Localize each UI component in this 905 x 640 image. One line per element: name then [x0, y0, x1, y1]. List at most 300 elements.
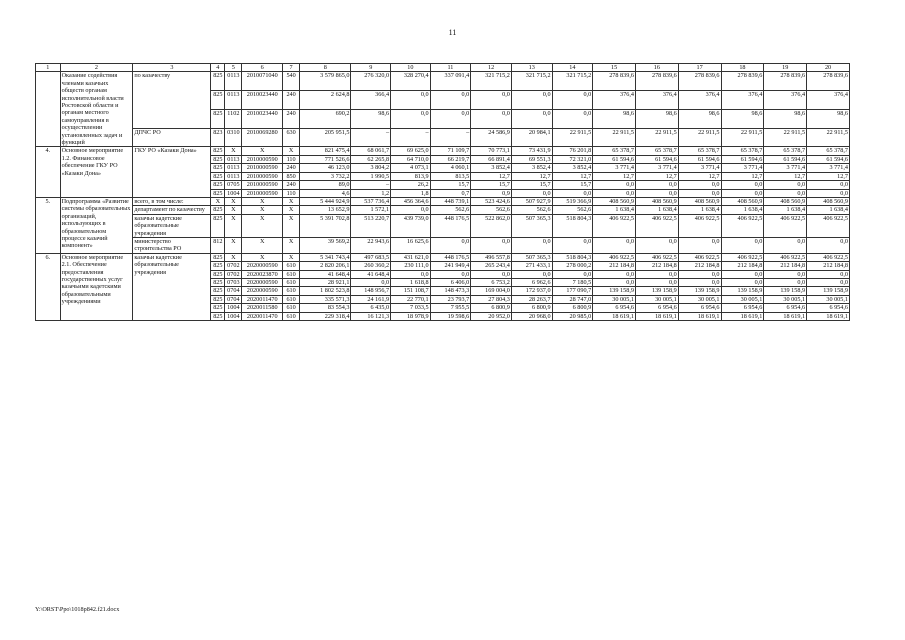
value-cell: 1 638,4	[721, 206, 764, 214]
value-cell: 20 952,0	[471, 312, 512, 320]
value-cell: 0,0	[807, 278, 850, 286]
value-cell: 0704	[225, 287, 242, 295]
value-cell: 139 158,9	[593, 287, 636, 295]
value-cell: 0,0	[430, 91, 471, 110]
value-cell: 139 158,9	[678, 287, 721, 295]
value-cell: 177 090,7	[552, 287, 593, 295]
value-cell: 69 551,3	[511, 155, 552, 163]
value-cell: 0,0	[807, 189, 850, 197]
value-cell: X	[225, 147, 242, 155]
value-cell: 278 000,2	[552, 262, 593, 270]
value-cell: 3 804,2	[351, 164, 391, 172]
value-cell: 28 263,7	[511, 295, 552, 303]
value-cell: X	[225, 214, 242, 237]
value-cell: 240	[283, 91, 300, 110]
column-header: 5	[225, 64, 242, 72]
value-cell: 15,7	[430, 181, 471, 189]
value-cell: 6 954,6	[721, 304, 764, 312]
value-cell: 12,7	[764, 172, 807, 180]
value-cell: 821 475,4	[300, 147, 351, 155]
value-cell: 241 949,4	[430, 262, 471, 270]
value-cell: 12,7	[635, 172, 678, 180]
value-cell: 610	[283, 295, 300, 303]
value-cell: 537 736,4	[351, 197, 391, 205]
value-cell: 0,0	[764, 270, 807, 278]
value-cell: 240	[283, 181, 300, 189]
executor: ДПЧС РО	[133, 128, 211, 147]
value-cell: 406 922,5	[593, 253, 636, 261]
value-cell: X	[242, 206, 283, 214]
value-cell: 65 378,7	[807, 147, 850, 155]
value-cell: 0,0	[391, 91, 431, 110]
value-cell: 22 943,6	[351, 237, 391, 253]
value-cell: 825	[211, 295, 225, 303]
value-cell: 22 911,5	[764, 128, 807, 147]
executor: по казачеству	[133, 72, 211, 128]
value-cell: 0,0	[511, 189, 552, 197]
value-cell: 2 624,8	[300, 91, 351, 110]
value-cell: 610	[283, 304, 300, 312]
value-cell: 825	[211, 270, 225, 278]
value-cell: 41 648,4	[351, 270, 391, 278]
value-cell: 3 771,4	[807, 164, 850, 172]
value-cell: 89,0	[300, 181, 351, 189]
value-cell: X	[211, 197, 225, 205]
value-cell: 0,0	[511, 109, 552, 128]
value-cell: 2010023440	[242, 91, 283, 110]
value-cell: 70 773,1	[471, 147, 512, 155]
value-cell: 0,0	[430, 237, 471, 253]
value-cell: 562,6	[471, 206, 512, 214]
column-header: 11	[430, 64, 471, 72]
value-cell: 448 176,5	[430, 214, 471, 237]
column-header: 9	[351, 64, 391, 72]
budget-table	[35, 63, 850, 321]
value-cell: 0,0	[721, 189, 764, 197]
value-cell: 1004	[225, 304, 242, 312]
value-cell: 2010069280	[242, 128, 283, 147]
value-cell: 61 594,6	[593, 155, 636, 163]
value-cell: 212 184,8	[593, 262, 636, 270]
value-cell: 431 621,0	[391, 253, 431, 261]
value-cell: –	[391, 128, 431, 147]
value-cell: X	[225, 206, 242, 214]
value-cell: X	[225, 253, 242, 261]
value-cell: 5 391 702,8	[300, 214, 351, 237]
table-row	[36, 206, 850, 214]
value-cell: 3 852,4	[471, 164, 512, 172]
value-cell: 18 619,1	[764, 312, 807, 320]
value-cell: 0,0	[552, 91, 593, 110]
value-cell: 278 839,6	[807, 72, 850, 91]
value-cell: 825	[211, 278, 225, 286]
value-cell: 172 937,0	[511, 287, 552, 295]
value-cell: 408 560,9	[678, 197, 721, 205]
value-cell: 518 804,3	[552, 214, 593, 237]
value-cell: 98,6	[764, 109, 807, 128]
value-cell: 825	[211, 164, 225, 172]
value-cell: 3 771,4	[764, 164, 807, 172]
value-cell: 240	[283, 109, 300, 128]
value-cell: 406 922,5	[764, 253, 807, 261]
value-cell: 65 378,7	[721, 147, 764, 155]
column-header: 18	[721, 64, 764, 72]
value-cell: 3 771,4	[635, 164, 678, 172]
value-cell: 2020011580	[242, 304, 283, 312]
value-cell: 2020000590	[242, 278, 283, 286]
value-cell: 0,0	[430, 270, 471, 278]
value-cell: 6 435,0	[351, 304, 391, 312]
value-cell: 376,4	[593, 91, 636, 110]
value-cell: 0704	[225, 295, 242, 303]
value-cell: 7 033,5	[391, 304, 431, 312]
executor: казачьи кадетские образовательные учреждения	[133, 214, 211, 237]
value-cell: 2020000590	[242, 262, 283, 270]
value-cell: 13 652,9	[300, 206, 351, 214]
value-cell: 61 594,6	[678, 155, 721, 163]
value-cell: 496 557,8	[471, 253, 512, 261]
value-cell: 0,0	[593, 189, 636, 197]
value-cell: 0113	[225, 91, 242, 110]
value-cell: 376,4	[807, 91, 850, 110]
value-cell: 825	[211, 206, 225, 214]
value-cell: 6 753,2	[471, 278, 512, 286]
value-cell: 1102	[225, 109, 242, 128]
value-cell: 0113	[225, 72, 242, 91]
value-cell: 212 184,8	[807, 262, 850, 270]
value-cell: 23 793,7	[430, 295, 471, 303]
value-cell: 24 586,9	[471, 128, 512, 147]
value-cell: 39 569,2	[300, 237, 351, 253]
value-cell: 825	[211, 262, 225, 270]
value-cell: 6 954,6	[764, 304, 807, 312]
column-header: 15	[593, 64, 636, 72]
value-cell: 20 984,1	[511, 128, 552, 147]
value-cell: 0,0	[552, 189, 593, 197]
value-cell: 98,6	[807, 109, 850, 128]
value-cell: 6 954,6	[807, 304, 850, 312]
value-cell: 376,4	[764, 91, 807, 110]
value-cell: 610	[283, 312, 300, 320]
value-cell: 0,0	[511, 91, 552, 110]
value-cell: 68 061,7	[351, 147, 391, 155]
program-name: Оказание содействия членами казачьих обществ органам исполнительной власти Ростовской области и органам местного самоуправления в осуществлении установленных задач и функций	[60, 72, 133, 147]
value-cell: 2020011470	[242, 312, 283, 320]
value-cell: X	[242, 147, 283, 155]
table-row	[36, 147, 850, 155]
value-cell: 0,0	[552, 270, 593, 278]
program-name: Основное мероприятие 2.1. Обеспечение предоставления государственных услуг казачьими кадетскими образовательными учреждениями	[60, 253, 133, 320]
value-cell: 0310	[225, 128, 242, 147]
value-cell: 825	[211, 147, 225, 155]
value-cell: 3 771,4	[678, 164, 721, 172]
value-cell: 321 715,2	[552, 72, 593, 91]
value-cell: 825	[211, 287, 225, 295]
value-cell: X	[283, 214, 300, 237]
value-cell: 518 804,3	[552, 253, 593, 261]
row-number: 6.	[36, 253, 61, 320]
value-cell: 15,7	[511, 181, 552, 189]
value-cell: 825	[211, 155, 225, 163]
value-cell: 6 954,6	[593, 304, 636, 312]
value-cell: 110	[283, 155, 300, 163]
value-cell: 0,0	[351, 278, 391, 286]
value-cell: 278 839,6	[721, 72, 764, 91]
row-number	[36, 72, 61, 147]
column-header: 17	[678, 64, 721, 72]
value-cell: 0,0	[678, 237, 721, 253]
value-cell: 1004	[225, 312, 242, 320]
value-cell: 825	[211, 214, 225, 237]
value-cell: 20 968,0	[511, 312, 552, 320]
value-cell: 1,2	[351, 189, 391, 197]
value-cell: 2020000590	[242, 287, 283, 295]
value-cell: 15,7	[552, 181, 593, 189]
value-cell: 0,0	[678, 270, 721, 278]
value-cell: 139 158,9	[807, 287, 850, 295]
value-cell: 328 270,4	[391, 72, 431, 91]
value-cell: 1 990,5	[351, 172, 391, 180]
value-cell: 28 747,0	[552, 295, 593, 303]
value-cell: X	[242, 237, 283, 253]
value-cell: 2010000590	[242, 155, 283, 163]
table-row	[36, 237, 850, 253]
column-header: 13	[511, 64, 552, 72]
value-cell: 610	[283, 287, 300, 295]
value-cell: 18 619,1	[807, 312, 850, 320]
value-cell: 0703	[225, 278, 242, 286]
value-cell: 30 005,1	[635, 295, 678, 303]
column-number-row	[36, 64, 850, 72]
value-cell: 12,7	[678, 172, 721, 180]
value-cell: 6 406,0	[430, 278, 471, 286]
value-cell: 15,7	[471, 181, 512, 189]
value-cell: 825	[211, 72, 225, 91]
value-cell: 408 560,9	[635, 197, 678, 205]
value-cell: 439 739,0	[391, 214, 431, 237]
column-header: 8	[300, 64, 351, 72]
value-cell: 27 804,3	[471, 295, 512, 303]
value-cell: –	[351, 128, 391, 147]
value-cell: 1 638,4	[593, 206, 636, 214]
value-cell: 3 852,4	[511, 164, 552, 172]
value-cell: 523 424,6	[471, 197, 512, 205]
value-cell: 278 839,6	[635, 72, 678, 91]
value-cell: 0113	[225, 155, 242, 163]
column-header: 12	[471, 64, 512, 72]
value-cell: 0,0	[471, 109, 512, 128]
value-cell: 1 638,4	[807, 206, 850, 214]
value-cell: 28 921,1	[300, 278, 351, 286]
value-cell: 65 378,7	[635, 147, 678, 155]
value-cell: 139 158,9	[635, 287, 678, 295]
value-cell: 2020023870	[242, 270, 283, 278]
value-cell: X	[283, 197, 300, 205]
value-cell: 98,6	[351, 109, 391, 128]
value-cell: 813,5	[430, 172, 471, 180]
column-header: 19	[764, 64, 807, 72]
value-cell: 0,0	[678, 181, 721, 189]
value-cell: 276 320,0	[351, 72, 391, 91]
value-cell: 0705	[225, 181, 242, 189]
value-cell: 212 184,8	[764, 262, 807, 270]
value-cell: 148 956,7	[351, 287, 391, 295]
value-cell: 406 922,5	[678, 214, 721, 237]
value-cell: 0,0	[635, 237, 678, 253]
value-cell: 22 911,5	[678, 128, 721, 147]
value-cell: 148 473,3	[430, 287, 471, 295]
value-cell: 2020011470	[242, 295, 283, 303]
value-cell: 0702	[225, 270, 242, 278]
value-cell: 0,0	[471, 237, 512, 253]
value-cell: 151 108,7	[391, 287, 431, 295]
value-cell: X	[242, 197, 283, 205]
value-cell: 0,0	[721, 237, 764, 253]
value-cell: 3 579 865,0	[300, 72, 351, 91]
value-cell: 825	[211, 189, 225, 197]
value-cell: 406 922,5	[807, 214, 850, 237]
value-cell: 0,0	[511, 270, 552, 278]
value-cell: 0,0	[391, 270, 431, 278]
value-cell: 6 954,6	[635, 304, 678, 312]
value-cell: 139 158,9	[764, 287, 807, 295]
value-cell: 406 922,5	[678, 253, 721, 261]
executor: казачьи кадетские образовательные учреждения	[133, 253, 211, 320]
value-cell: 497 683,5	[351, 253, 391, 261]
executor: ГКУ РО «Казаки Дона»	[133, 147, 211, 197]
value-cell: 406 922,5	[635, 214, 678, 237]
value-cell: 0,0	[764, 189, 807, 197]
value-cell: 12,7	[552, 172, 593, 180]
value-cell: 519 366,9	[552, 197, 593, 205]
value-cell: 406 922,5	[721, 253, 764, 261]
value-cell: X	[283, 237, 300, 253]
value-cell: 0,0	[471, 270, 512, 278]
value-cell: 7 955,5	[430, 304, 471, 312]
value-cell: 12,7	[807, 172, 850, 180]
value-cell: 0,0	[593, 237, 636, 253]
value-cell: 825	[211, 253, 225, 261]
value-cell: 0,0	[721, 278, 764, 286]
value-cell: 0,0	[593, 278, 636, 286]
value-cell: 406 922,5	[807, 253, 850, 261]
value-cell: 12,7	[593, 172, 636, 180]
value-cell: 507 927,9	[511, 197, 552, 205]
value-cell: 1,8	[391, 189, 431, 197]
value-cell: 230 111,0	[391, 262, 431, 270]
column-header: 14	[552, 64, 593, 72]
value-cell: 18 619,1	[593, 312, 636, 320]
value-cell: 6 954,6	[678, 304, 721, 312]
value-cell: 12,7	[471, 172, 512, 180]
value-cell: 825	[211, 181, 225, 189]
executor: министерство строительства РО	[133, 237, 211, 253]
value-cell: 610	[283, 278, 300, 286]
value-cell: –	[351, 181, 391, 189]
value-cell: 169 004,0	[471, 287, 512, 295]
value-cell: 1 638,4	[764, 206, 807, 214]
value-cell: 22 911,5	[635, 128, 678, 147]
value-cell: 62 265,8	[351, 155, 391, 163]
value-cell: 0,0	[764, 278, 807, 286]
value-cell: 30 005,1	[678, 295, 721, 303]
value-cell: 278 839,6	[764, 72, 807, 91]
value-cell: 64 710,0	[391, 155, 431, 163]
value-cell: 337 091,4	[430, 72, 471, 91]
value-cell: 610	[283, 262, 300, 270]
value-cell: X	[283, 147, 300, 155]
value-cell: 41 648,4	[300, 270, 351, 278]
value-cell: 522 862,0	[471, 214, 512, 237]
column-header: 7	[283, 64, 300, 72]
value-cell: 1 802 523,8	[300, 287, 351, 295]
value-cell: 366,4	[351, 91, 391, 110]
column-header: 6	[242, 64, 283, 72]
value-cell: 2010000590	[242, 181, 283, 189]
program-name: Основное мероприятие 1.2. Финансовое обеспечение ГКУ РО «Казаки Дона»	[60, 147, 133, 197]
value-cell: 507 365,3	[511, 253, 552, 261]
value-cell: 16 625,6	[391, 237, 431, 253]
column-header: 3	[133, 64, 211, 72]
value-cell: 321 715,2	[511, 72, 552, 91]
value-cell: 813,9	[391, 172, 431, 180]
table-body	[36, 64, 850, 321]
value-cell: 376,4	[721, 91, 764, 110]
value-cell: 0,0	[764, 181, 807, 189]
value-cell: 513 220,7	[351, 214, 391, 237]
value-cell: 5 341 743,4	[300, 253, 351, 261]
value-cell: 850	[283, 172, 300, 180]
value-cell: 630	[283, 128, 300, 147]
value-cell: 98,6	[721, 109, 764, 128]
value-cell: 18 619,1	[678, 312, 721, 320]
value-cell: 406 922,5	[764, 214, 807, 237]
table-row	[36, 197, 850, 205]
value-cell: 335 571,3	[300, 295, 351, 303]
value-cell: 0,0	[807, 237, 850, 253]
value-cell: 0,0	[678, 189, 721, 197]
value-cell: 30 005,1	[764, 295, 807, 303]
value-cell: 376,4	[635, 91, 678, 110]
table-row	[36, 128, 850, 147]
value-cell: 0,0	[635, 189, 678, 197]
value-cell: 562,6	[511, 206, 552, 214]
value-cell: 12,7	[721, 172, 764, 180]
table-row	[36, 253, 850, 261]
value-cell: 212 184,8	[678, 262, 721, 270]
value-cell: 69 625,0	[391, 147, 431, 155]
value-cell: 83 554,3	[300, 304, 351, 312]
column-header: 20	[807, 64, 850, 72]
value-cell: 0,0	[391, 109, 431, 128]
value-cell: 0,0	[552, 237, 593, 253]
value-cell: 0702	[225, 262, 242, 270]
value-cell: 562,6	[430, 206, 471, 214]
value-cell: 4 060,1	[430, 164, 471, 172]
column-header: 16	[635, 64, 678, 72]
value-cell: 0113	[225, 164, 242, 172]
value-cell: 825	[211, 172, 225, 180]
value-cell: 22 770,1	[391, 295, 431, 303]
program-name: Подпрограмма «Развитие системы образовательных организаций, использующих в образовательном процессе казачий компонент»	[60, 197, 133, 253]
value-cell: 22 911,5	[552, 128, 593, 147]
value-cell: 771 526,6	[300, 155, 351, 163]
value-cell: 4,6	[300, 189, 351, 197]
value-cell: 825	[211, 304, 225, 312]
value-cell: 73 431,9	[511, 147, 552, 155]
value-cell: 4 073,1	[391, 164, 431, 172]
value-cell: X	[283, 206, 300, 214]
